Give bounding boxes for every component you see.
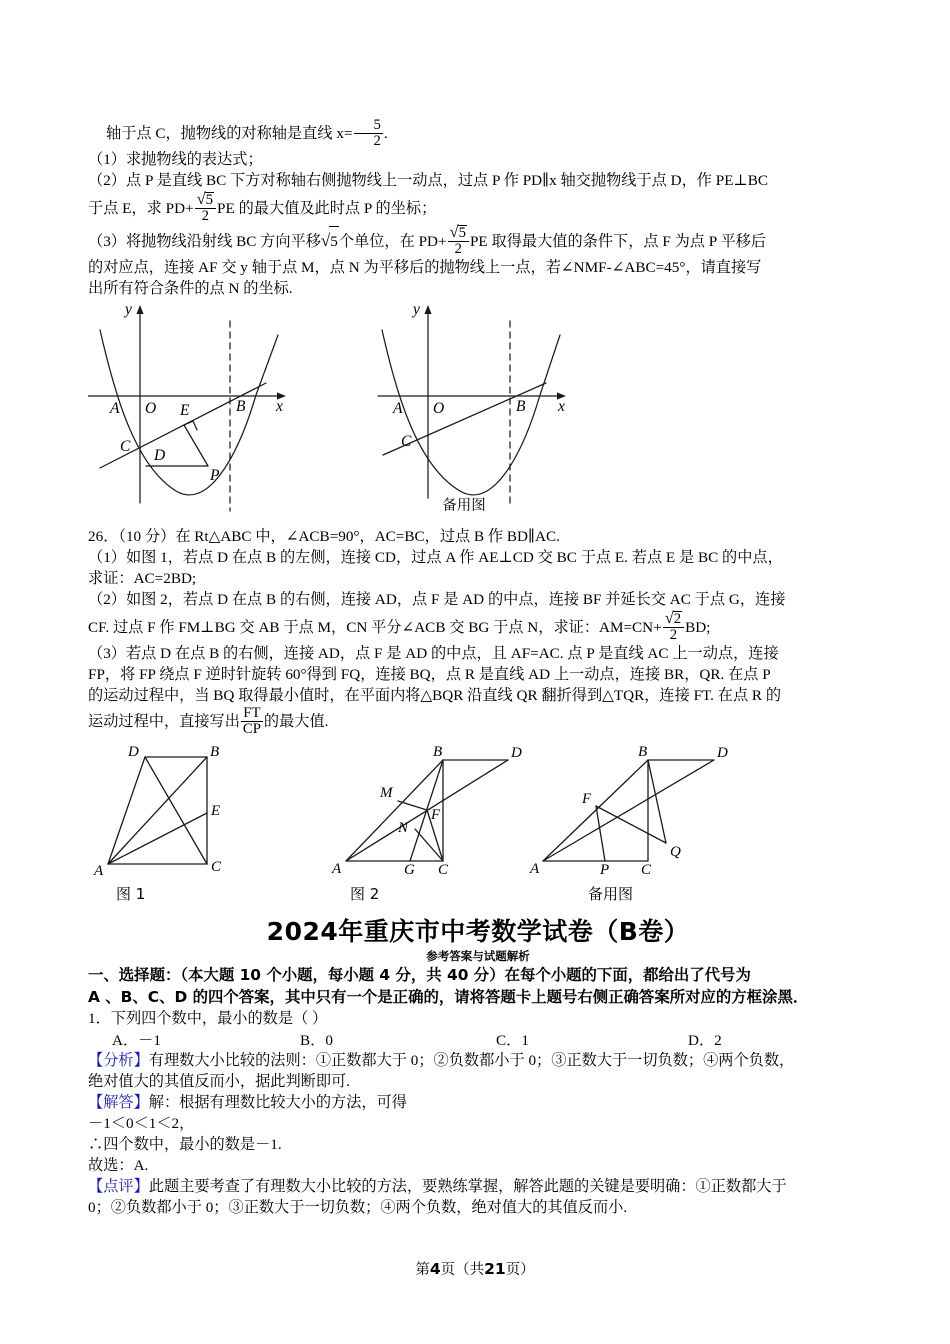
fig26a-label-A: A: [94, 863, 104, 880]
fig2-parabola: [382, 330, 560, 495]
fig2-label-x: x: [558, 398, 565, 416]
fig26a-label-E: E: [211, 803, 221, 820]
fig26c-label-F: F: [582, 791, 592, 808]
radicand: 2: [673, 611, 682, 628]
fraction-numerator: [663, 610, 684, 628]
fraction-denominator: 2: [454, 241, 462, 258]
problem26-stem: 26．（10 分）在 Rt△ABC 中，∠ACB=90°，AC=BC，过点 B 作 BD∥AC.: [88, 528, 560, 546]
solution-text-1: 解：根据有理数比较大小的方法，可得: [148, 1094, 407, 1112]
fig26b-label-N: N: [398, 820, 409, 837]
problem26-part2-line2: [88, 610, 868, 643]
fig26b-label-M: M: [380, 785, 393, 802]
option-B[interactable]: B．0: [300, 1032, 333, 1050]
footer-suffix: 页）: [505, 1262, 535, 1278]
fraction-5-over-2: [354, 118, 383, 149]
problem26-part3-line4: [88, 706, 868, 737]
fig1-label-B: B: [236, 398, 246, 416]
question1-stem: 1．下列四个数中，最小的数是（ ）: [88, 1010, 328, 1028]
problem25-figure-caption: 备用图: [442, 498, 486, 515]
problem26-part2-line1: （2）如图 2，若点 D 在点 B 的右侧，连接 AD，点 F 是 AD 的中点，连接 BF 并延长交 AC 于点 G，连接: [88, 591, 786, 609]
section-heading-line1: 一、选择题：（本大题 10 个小题，每小题 4 分，共 40 分）在每个小题的下面，都给出了代号为: [88, 966, 751, 985]
fig2-label-A: A: [393, 400, 403, 418]
fig26b-segment-AB: [346, 760, 443, 861]
problem26-figures: [88, 743, 868, 883]
problem25-part3-post: PE 取得最大值的条件下，点 F 为点 P 平移后: [469, 233, 767, 251]
problem25-part2-pre: 于点 E，求 PD+: [88, 200, 194, 218]
fraction-sqrt2-over-2: [663, 610, 684, 643]
solution-line3: ∴四个数中，最小的数是－1.: [88, 1136, 282, 1154]
fig1-label-C: C: [120, 438, 131, 456]
fig26b-label-A: A: [332, 861, 342, 878]
problem26-part3-line2: FP，将 FP 绕点 F 逆时针旋转 60°得到 FQ，连接 BQ，点 R 是直线 AD 上一动点，连接 BR，QR. 在点 P: [88, 666, 771, 684]
fig26c-label-B: B: [638, 744, 648, 761]
problem26-part3-pre: 运动过程中，直接写出: [88, 713, 240, 731]
comment-text-1: 此题主要考查了有理数大小比较的方法，要熟练掌握，解答此题的关键是要明确：①正数都大于: [148, 1178, 787, 1196]
fig26b-label-B: B: [433, 744, 443, 761]
fraction-numerator: [448, 224, 469, 242]
fraction-numerator: [195, 191, 216, 209]
problem25-part3-line3: 出所有符合条件的点 N 的坐标.: [88, 280, 293, 298]
fig26c-label-C: C: [641, 862, 652, 879]
fig2-y-arrow: [424, 305, 431, 314]
radicand: 5: [458, 225, 466, 242]
fig2-label-B: B: [516, 398, 526, 416]
fig26b-segment-FM: [398, 801, 427, 810]
fig26a-label-D: D: [128, 744, 139, 761]
analysis-text-1: 有理数大小比较的法则：①正数都大于 0；②负数都小于 0；③正数大于一切负数；④两个负数，: [148, 1052, 795, 1070]
fraction-denominator: CP: [242, 721, 261, 738]
fig26a-label-B: B: [210, 744, 220, 761]
solution-line4: 故选：A.: [88, 1157, 149, 1175]
option-A[interactable]: A．－1: [112, 1032, 161, 1050]
section-heading-line2: A 、B、C、D 的四个答案，其中只有一个是正确的，请将答题卡上题号右侧正确答案所对应的方框涂黑．: [88, 987, 809, 1006]
fig26b-segment-CN: [415, 829, 443, 861]
fig26c-segment-AB: [543, 760, 648, 861]
fraction-FT-over-CP: [241, 706, 263, 737]
fig2-label-O: O: [433, 400, 445, 418]
fig1-y-arrow: [136, 305, 143, 314]
period-mark: .: [383, 124, 388, 142]
fig26c-label-P: P: [600, 862, 610, 879]
fig26c-segment-FP: [596, 806, 605, 861]
footer-page-number: 4: [429, 1260, 441, 1278]
problem25-part2-line1: （2）点 P 是直线 BC 下方对称轴右侧抛物线上一动点，过点 P 作 PD∥x 轴交抛物线于点 D，作 PE⊥BC: [88, 172, 769, 190]
problem26-part3-line3: 的运动过程中，当 BQ 取得最小值时，在平面内将△BQR 沿直线 QR 翻折得到△TQR，连接 FT. 在点 R 的: [88, 687, 782, 705]
triangle-figures-svg: [88, 743, 868, 883]
problem25-part3-pre: （3）将抛物线沿射线 BC 方向平移: [88, 233, 321, 251]
fraction-sqrt5-over-2: [448, 224, 469, 257]
page-content: [88, 118, 868, 1218]
fraction-denominator: 2: [669, 627, 678, 644]
fraction-sqrt5-over-2: [195, 191, 216, 224]
problem26-part2-post: BD;: [685, 619, 711, 637]
fig26c-label-D: D: [717, 745, 728, 762]
analysis-line2: 绝对值大的其值反而小，据此判断即可.: [88, 1073, 350, 1091]
question1-options: [88, 1029, 868, 1050]
fig1-label-y: y: [125, 303, 132, 319]
problem25-line-tail: [88, 118, 868, 149]
comment-tag: 【点评】: [88, 1177, 149, 1196]
problem25-part3-line1: [88, 224, 868, 257]
analysis-line1: [88, 1050, 868, 1071]
fraction-numerator: FT: [241, 706, 263, 722]
problem26-figure-captions: [88, 883, 868, 909]
footer-prefix: 第: [415, 1262, 430, 1278]
fig26c-label-Q: Q: [670, 844, 681, 861]
fig2-label-C: C: [401, 433, 412, 451]
problem25-part2-post: PE 的最大值及此时点 P 的坐标；: [217, 200, 437, 218]
fig26b-label-F: F: [431, 807, 441, 824]
parabola-figures-svg: [88, 303, 868, 515]
radical-sign: √: [196, 189, 206, 209]
fig2-label-group: [392, 303, 565, 450]
fig26a-segment-DC: [145, 757, 207, 864]
fraction-numerator: 5: [354, 118, 383, 134]
option-C[interactable]: C．1: [496, 1032, 529, 1050]
problem25-part3-line2: 的对应点，连接 AF 交 y 轴于点 M，点 N 为平移后的抛物线上一点，若∠NMF‑∠ABC=45°，请直接写: [88, 259, 762, 277]
solution-tag: 【解答】: [88, 1093, 149, 1112]
answer-document-title: 2024年重庆市中考数学试卷（B卷）: [266, 917, 690, 947]
figure-caption-3: 备用图: [588, 885, 634, 904]
fig26c-label-A: A: [530, 861, 540, 878]
radical-sign: √: [664, 608, 674, 628]
answer-document-subtitle: 参考答案与试题解析: [426, 949, 530, 964]
problem26-part1-line1: （1）如图 1，若点 D 在点 B 的左侧，连接 CD，过点 A 作 AE⊥CD 交 BC 于点 E. 若点 E 是 BC 的中点，: [88, 549, 783, 567]
comment-line1: [88, 1176, 868, 1197]
radical-sign: √: [320, 231, 331, 251]
footer-total-pages: 21: [484, 1260, 506, 1278]
fig1-segment-PE: [184, 425, 208, 466]
problem26-part3-post: 的最大值.: [263, 713, 329, 731]
problem26-part1-line2: 求证：AC=2BD;: [88, 570, 197, 588]
comment-line2: 0；②负数都小于 0；③正数大于一切负数；④两个负数，绝对值大的其值反而小.: [88, 1199, 628, 1217]
problem25-figures: [88, 303, 868, 518]
fig1-label-P: P: [210, 467, 220, 485]
fig26b-label-G: G: [404, 862, 415, 879]
problem25-part3-mid: 个单位，在 PD+: [338, 233, 447, 251]
radical-sign: √: [449, 222, 459, 242]
fig1-label-D: D: [154, 447, 166, 465]
analysis-tag: 【分析】: [88, 1051, 149, 1070]
fraction-denominator: 2: [373, 133, 381, 150]
problem25-part1: （1）求抛物线的表达式；: [88, 151, 263, 169]
radicand: 5: [205, 192, 214, 209]
option-D[interactable]: D．2: [688, 1032, 722, 1050]
fig26a-label-C: C: [211, 859, 222, 876]
figure-caption-1: 图 1: [116, 885, 146, 904]
fraction-denominator: 2: [201, 208, 210, 225]
fig1-label-A: A: [110, 400, 120, 418]
solution-line2: －1＜0＜1＜2，: [88, 1115, 195, 1133]
problem25-tail-text: 轴于点 C，抛物线的对称轴是直线 x=: [106, 124, 353, 142]
fig2-label-y: y: [413, 303, 420, 319]
radicand: 5: [329, 226, 339, 257]
solution-line1: [88, 1092, 868, 1113]
footer-middle: 页（共: [440, 1262, 485, 1278]
fig1-label-O: O: [145, 400, 157, 418]
fig26c-segment-FQ: [596, 806, 666, 843]
problem25-part2-line2: [88, 191, 868, 224]
page-footer: [0, 1258, 950, 1279]
fig26a-segment-AB: [108, 757, 207, 864]
fig1-label-E: E: [180, 402, 190, 420]
fig26b-label-D: D: [511, 745, 522, 762]
problem26-part2-pre: CF. 过点 F 作 FM⊥BG 交 AB 于点 M，CN 平分∠ACB 交 BG 于点 N，求证：AM=CN+: [88, 619, 662, 637]
fig1-label-x: x: [276, 398, 283, 416]
fig26c-segment-BQ: [648, 760, 666, 843]
fig26b-label-C: C: [438, 862, 449, 879]
fig26c-segment-AD: [543, 760, 714, 861]
problem26-part3-line1: （3）若点 D 在点 B 的右侧，连接 AD，点 F 是 AD 的中点，且 AF=AC. 点 P 是直线 AC 上一动点，连接: [88, 645, 779, 663]
figure-caption-2: 图 2: [350, 885, 380, 904]
